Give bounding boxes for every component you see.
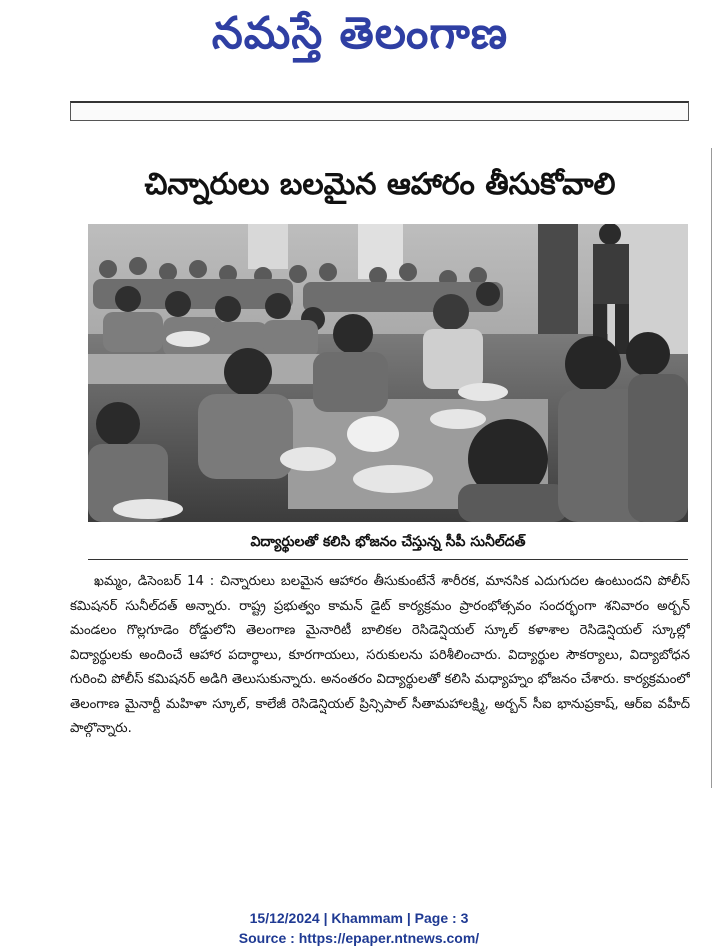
column-rule [711,148,712,788]
page-footer [0,908,718,948]
masthead-logo [160,4,560,74]
footer-date-edition: 15/12/2024 | Khammam | Page : 3 [249,910,469,926]
article-headline: చిన్నారులు బలమైన ఆహారం తీసుకోవాలి [144,167,616,202]
photo-caption: విద్యార్థులతో కలిసి భోజనం చేస్తున్న సీపీ సునీల్‌దత్ [250,534,526,550]
header-divider-bar [70,101,689,121]
article-body: ఖమ్మం, డిసెంబర్ 14 : చిన్నారులు బలమైన ఆహారం తీసుకుంటేనే శారీరక, మానసిక ఎదుగుదల ఉంటుందని పోలీస్ కమిషనర్ సునీల్‌దత్ అన్నారు. రాష్ట్ర ప్రభుత్వం కామన్ డైట్ కార్యక్రమం ప్రారంభోత్సవం సందర్భంగా శనివారం అర్బన్ మండలం గొల్లగూడెం రోడ్డులోని తెలంగాణ మైనారిటీ బాలికల రెసిడెన్షియల్ స్కూల్ కళాశాల రెసిడెన్షియల్ స్కూల్లో విద్యార్థులకు అందించే ఆహార పదార్థాలు, కూరగాయలు, సరుకులను పరిశీలించారు. విద్యార్థుల సౌకర్యాలు, విద్యాబోధన గురించి పోలీస్ కమిషనర్ అడిగి తెలుసుకున్నారు. అనంతరం విద్యార్థులతో కలిసి మధ్యాహ్నం భోజనం చేశారు. కార్యక్రమంలో తెలంగాణ మైనార్టీ మహిళా స్కూల్, కాలేజీ రెసిడెన్షియల్ ప్రిన్సిపాల్ సీతామహాలక్ష్మి, అర్బన్ సీఐ భానుప్రకాష్, ఆర్ఐ వహీద్ పాల్గొన్నారు. [70,574,690,736]
masthead-title: నమస్తే తెలంగాణ [211,8,509,59]
article-photo [88,224,688,522]
caption-divider [88,559,688,560]
photo-dining-hall [88,224,688,522]
footer-source: Source : https://epaper.ntnews.com/ [238,930,480,946]
